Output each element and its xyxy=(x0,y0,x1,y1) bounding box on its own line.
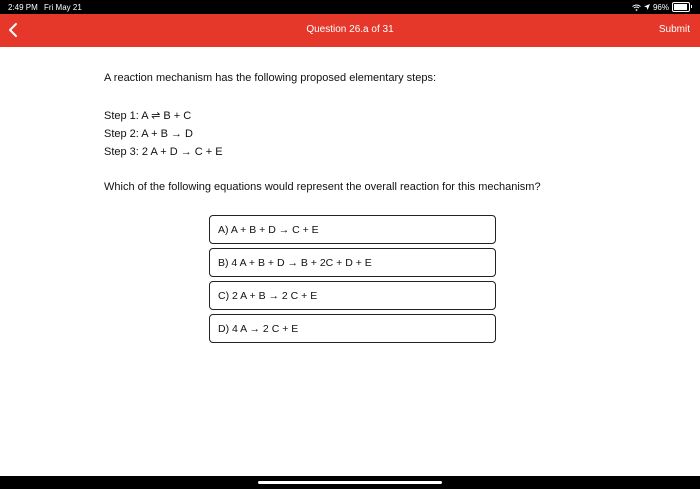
location-arrow-icon xyxy=(644,4,650,10)
bottom-bar xyxy=(0,476,700,489)
nav-bar xyxy=(0,14,700,47)
status-date: Fri May 21 xyxy=(44,3,82,12)
status-right xyxy=(632,2,690,12)
battery-icon xyxy=(672,2,690,12)
question-prompt: Which of the following equations would represent the overall reaction for this mechanism? xyxy=(104,181,541,193)
choice-d-button[interactable]: D) 4 A → 2 C + E xyxy=(209,314,496,343)
question-content xyxy=(104,72,664,193)
mechanism-step: Step 1: A ⇌ B + C xyxy=(104,110,192,122)
choice-c-button[interactable]: C) 2 A + B → 2 C + E xyxy=(209,281,496,310)
mechanism-steps xyxy=(104,107,664,161)
choice-a-button[interactable]: A) A + B + D → C + E xyxy=(209,215,496,244)
status-bar xyxy=(0,0,700,14)
mechanism-step: Step 2: A + B → D xyxy=(104,128,193,140)
battery-fill xyxy=(674,4,687,10)
answer-choices xyxy=(209,215,496,347)
mechanism-step: Step 3: 2 A + D → C + E xyxy=(104,146,223,158)
wifi-icon xyxy=(632,4,641,11)
submit-button[interactable]: Submit xyxy=(658,24,690,35)
home-indicator[interactable] xyxy=(258,481,442,484)
question-intro: A reaction mechanism has the following proposed elementary steps: xyxy=(104,72,437,84)
choice-b-button[interactable]: B) 4 A + B + D → B + 2C + D + E xyxy=(209,248,496,277)
battery-percent: 96% xyxy=(652,2,669,12)
status-time: 2:49 PM xyxy=(8,3,38,12)
page-title: Question 26.a of 31 xyxy=(306,24,394,35)
